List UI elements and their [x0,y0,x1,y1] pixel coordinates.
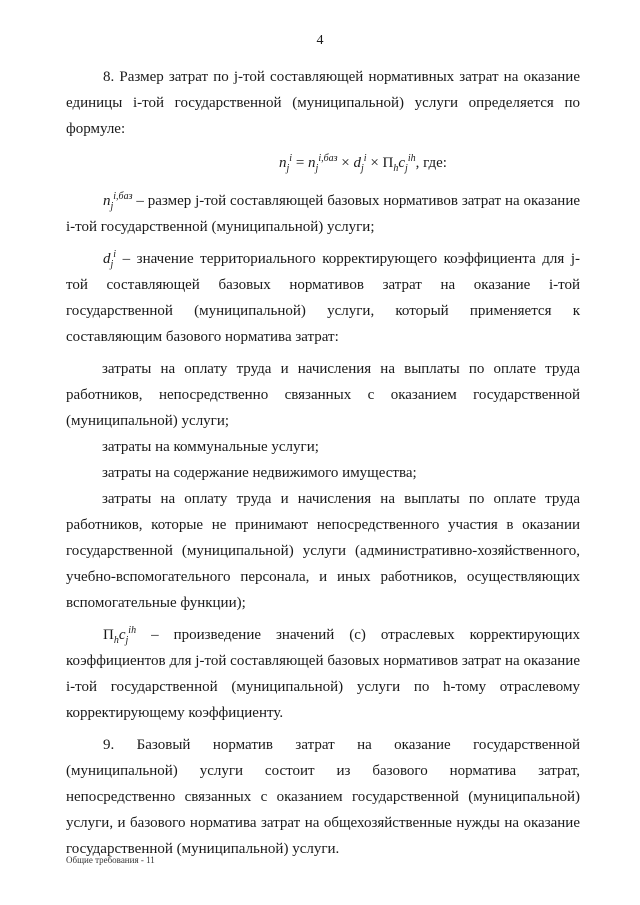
page-number: 4 [316,33,324,48]
def-n-sup: i,баз [113,191,133,202]
def-pi-symbol: П [103,627,114,643]
def-n-symbol: n [103,193,111,209]
formula-pi-symbol: П [382,155,394,171]
definition-d [66,246,580,350]
document-body [66,64,580,862]
def-pi-c-symbol: c [118,627,126,643]
def-n-text: – размер j-той составляющей базовых нормативов затрат на оказание i-той государственной (муниципальной) услуги; [66,193,581,235]
def-d-symbol: d [103,251,111,267]
list-item-2: затраты на коммунальные услуги; [102,439,319,455]
def-pi-c-sub: j [125,635,129,646]
definition-n [66,188,580,240]
formula-times-1: × [341,155,350,171]
def-d-sup: i [113,249,117,260]
formula-equals: = [295,155,305,171]
def-n-sub: j [110,201,114,212]
formula-times-2: × [370,155,379,171]
formula-n-base-symbol: n [308,155,316,171]
item-9-paragraph: 9. Базовый норматив затрат на оказание государственной (муниципальной) услуги состоит из базового норматива затрат, непосредственно связанных с оказанием государственной (муниципальной) услуги, и базового норматива затрат на общехозяйственные нужды на оказание государственной (муниципальной) услуги. [66,737,580,857]
item-8-paragraph: 8. Размер затрат по j-той составляющей нормативных затрат на оказание единицы i-той государственной (муниципальной) услуги определяется по формуле: [66,69,580,137]
formula [146,150,580,176]
footer: Общие требования - 11 [66,855,155,865]
formula-pi-sub: h [393,163,399,174]
formula-c-sub: j [405,163,408,174]
def-pi-c-sup: ih [128,625,137,636]
formula-d-sup: i [363,153,367,164]
def-pi-text: – произведение значений (с) отраслевых корректирующих коэффициентов для j-той составляющей базовых нормативов затрат на оказание i-той государственной (муниципальной) услуги по h-тому отраслевому корректирующему коэффициенту. [66,627,581,721]
def-d-sub: j [110,259,114,270]
formula-n-sub: j [286,163,290,174]
formula-n-base-sup: i,баз [318,153,338,164]
formula-c-symbol: c [398,155,406,171]
list-item-4: затраты на оплату труда и начисления на выплаты по оплате труда работников, которые не принимают непосредственного участия в оказании государственной (муниципальной) услуги (административно-хозяйственного, учебно-вспомогательного персонала, и иных работников, осуществляющих вспомогательные функции); [66,491,580,611]
definition-pi [66,622,580,726]
formula-n-symbol: n [279,155,287,171]
formula-d-sub: j [361,163,364,174]
formula-n-base-sub: j [315,163,319,174]
def-d-text: – значение территориального корректирующего коэффициента для j-той составляющей базовых нормативов затрат на оказание i-той государственной (муниципальной) услуги, который применяется к составляющим базового норматива затрат: [66,251,581,345]
formula-d-symbol: d [353,155,361,171]
list-item-3: затраты на содержание недвижимого имущества; [102,465,417,481]
formula-c-sup: ih [407,153,416,164]
list-item-1: затраты на оплату труда и начисления на выплаты по оплате труда работников, непосредственно связанных с оказанием государственной (муниципальной) услуги; [66,361,580,429]
formula-n-sup: i [289,153,293,164]
def-pi-sub: h [113,635,119,646]
formula-tail: , где: [415,155,447,171]
